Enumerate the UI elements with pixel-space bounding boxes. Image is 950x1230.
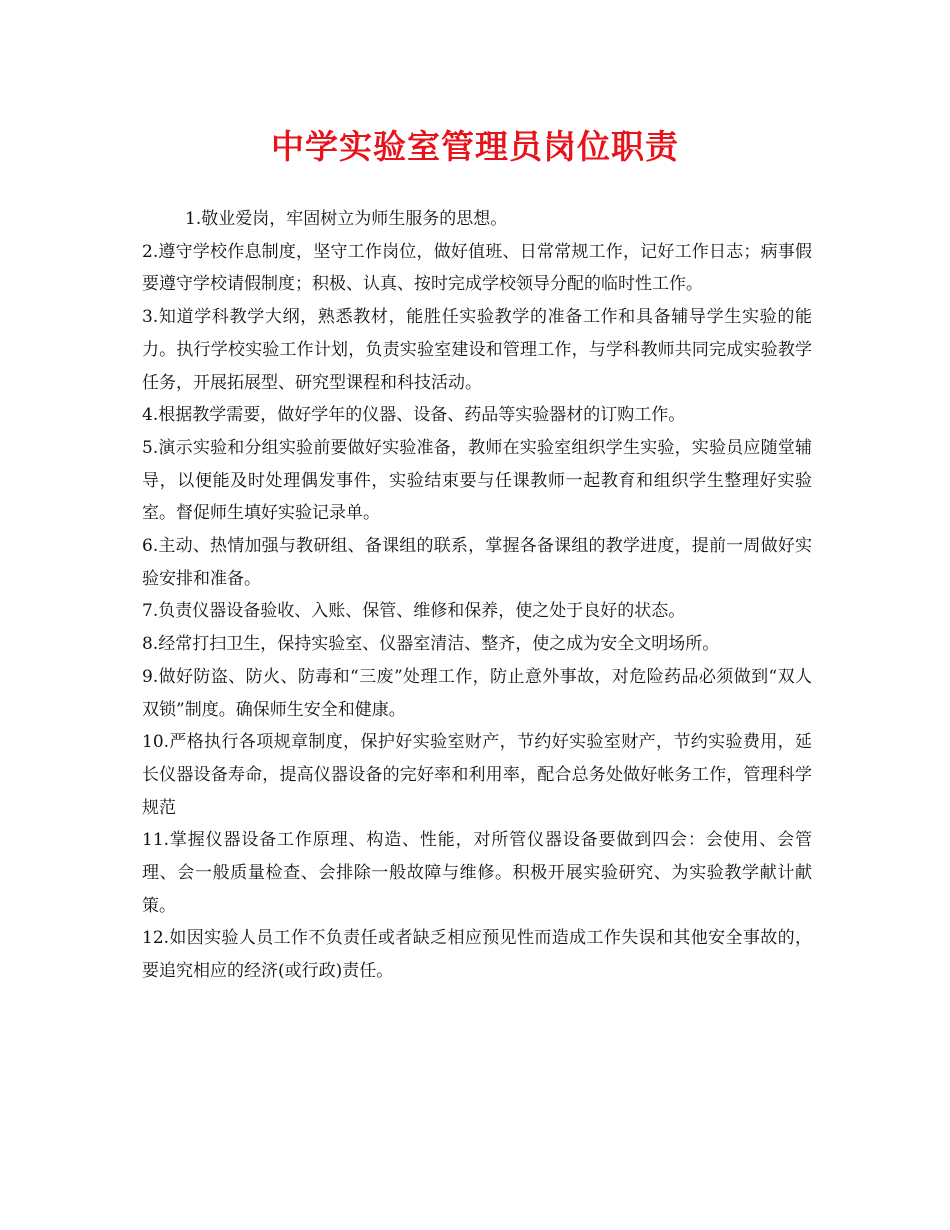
paragraph-2: 2.遵守学校作息制度，坚守工作岗位，做好值班、日常常规工作，记好工作日志；病事假要遵守学校请假制度；积极、认真、按时完成学校领导分配的临时性工作。 bbox=[142, 241, 812, 295]
paragraph-4: 4.根据教学需要，做好学年的仪器、设备、药品等实验器材的订购工作。 bbox=[142, 405, 686, 426]
paragraph-12: 12.如因实验人员工作不负责任或者缺乏相应预见性而造成工作失误和其他安全事故的，要追究相应的经济(或行政)责任。 bbox=[142, 928, 812, 982]
paragraph-6: 6.主动、热情加强与教研组、备课组的联系，掌握各备课组的教学进度，提前一周做好实验安排和准备。 bbox=[142, 536, 812, 589]
paragraph-5: 5.演示实验和分组实验前要做好实验准备，教师在实验室组织学生实验，实验员应随堂辅导，以便能及时处理偶发事件，实验结束要与任课教师一起教育和组织学生整理好实验室。督促师生填好实验记录单。 bbox=[142, 437, 812, 524]
paragraph-3: 3.知道学科教学大纲，熟悉教材，能胜任实验教学的准备工作和具备辅导学生实验的能力。执行学校实验工作计划，负责实验室建设和管理工作，与学科教师共同完成实验教学任务，开展拓展型、研究型课程和科技活动。 bbox=[142, 307, 812, 393]
paragraph-10: 10.严格执行各项规章制度，保护好实验室财产，节约好实验室财产，节约实验费用，延长仪器设备寿命，提高仪器设备的完好率和利用率，配合总务处做好帐务工作，管理科学规范 bbox=[142, 732, 812, 818]
paragraph-8: 8.经常打扫卫生，保持实验室、仪器室清洁、整齐，使之成为安全文明场所。 bbox=[142, 634, 720, 655]
paragraph-9: 9.做好防盗、防火、防毒和“三废”处理工作，防止意外事故，对危险药品必须做到“双人双锁”制度。确保师生安全和健康。 bbox=[142, 666, 812, 720]
document-body bbox=[142, 203, 812, 988]
paragraph-1: 1.敬业爱岗，牢固树立为师生服务的思想。 bbox=[185, 209, 508, 229]
document-title: 中学实验室管理员岗位职责 bbox=[271, 127, 679, 166]
paragraph-11: 11.掌握仪器设备工作原理、构造、性能，对所管仪器设备要做到四会：会使用、会管理、会一般质量检查、会排除一般故障与维修。积极开展实验研究、为实验教学献计献策。 bbox=[142, 830, 812, 916]
paragraph-7: 7.负责仪器设备验收、入账、保管、维修和保养，使之处于良好的状态。 bbox=[142, 601, 686, 622]
